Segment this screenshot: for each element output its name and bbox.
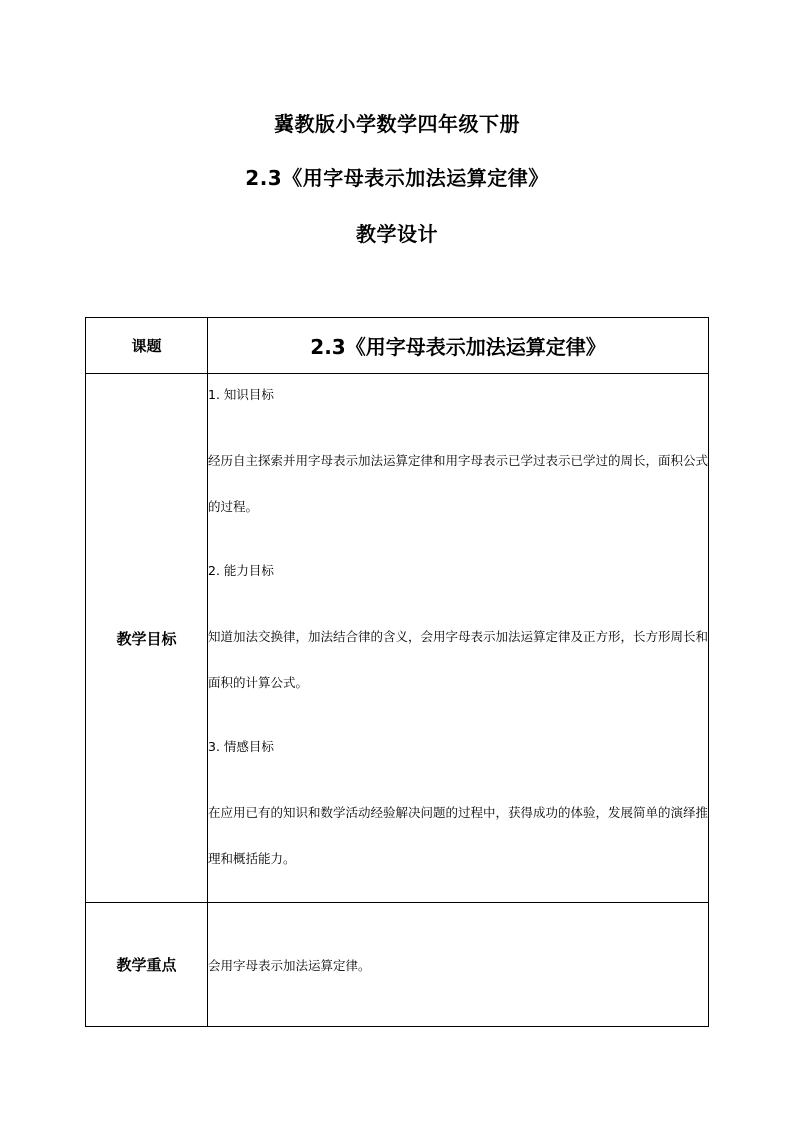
table-row-goals xyxy=(86,374,709,903)
goals-label: 教学目标 xyxy=(86,374,208,903)
topic-label: 课题 xyxy=(86,318,208,374)
goals-content xyxy=(208,374,709,903)
goal-item-knowledge xyxy=(208,374,708,550)
document-title: 冀教版小学数学四年级下册 xyxy=(274,112,520,136)
goal-heading: 1. 知识目标 xyxy=(208,387,274,402)
lesson-plan-table xyxy=(85,317,709,1027)
table-row-topic xyxy=(86,318,709,374)
goal-text: 在应用已有的知识和数学活动经验解决问题的过程中，获得成功的体验，发展简单的演绎推理和概括能力。 xyxy=(208,805,709,866)
focus-label: 教学重点 xyxy=(86,903,208,1027)
document-subtitle: 教学设计 xyxy=(356,222,438,246)
goal-item-ability xyxy=(208,550,708,726)
goal-text: 经历自主探索并用字母表示加法运算定律和用字母表示已学过表示已学过的周长，面积公式的过程。 xyxy=(208,453,709,514)
focus-text: 会用字母表示加法运算定律。 xyxy=(208,903,709,1027)
lesson-title: 2.3《用字母表示加法运算定律》 xyxy=(245,166,549,190)
topic-value: 2.3《用字母表示加法运算定律》 xyxy=(208,318,709,374)
goal-text: 知道加法交换律，加法结合律的含义，会用字母表示加法运算定律及正方形，长方形周长和面积的计算公式。 xyxy=(208,629,709,690)
goal-heading: 3. 情感目标 xyxy=(208,739,274,754)
goal-heading: 2. 能力目标 xyxy=(208,563,274,578)
goal-item-emotion xyxy=(208,726,708,902)
table-row-focus xyxy=(86,903,709,1027)
